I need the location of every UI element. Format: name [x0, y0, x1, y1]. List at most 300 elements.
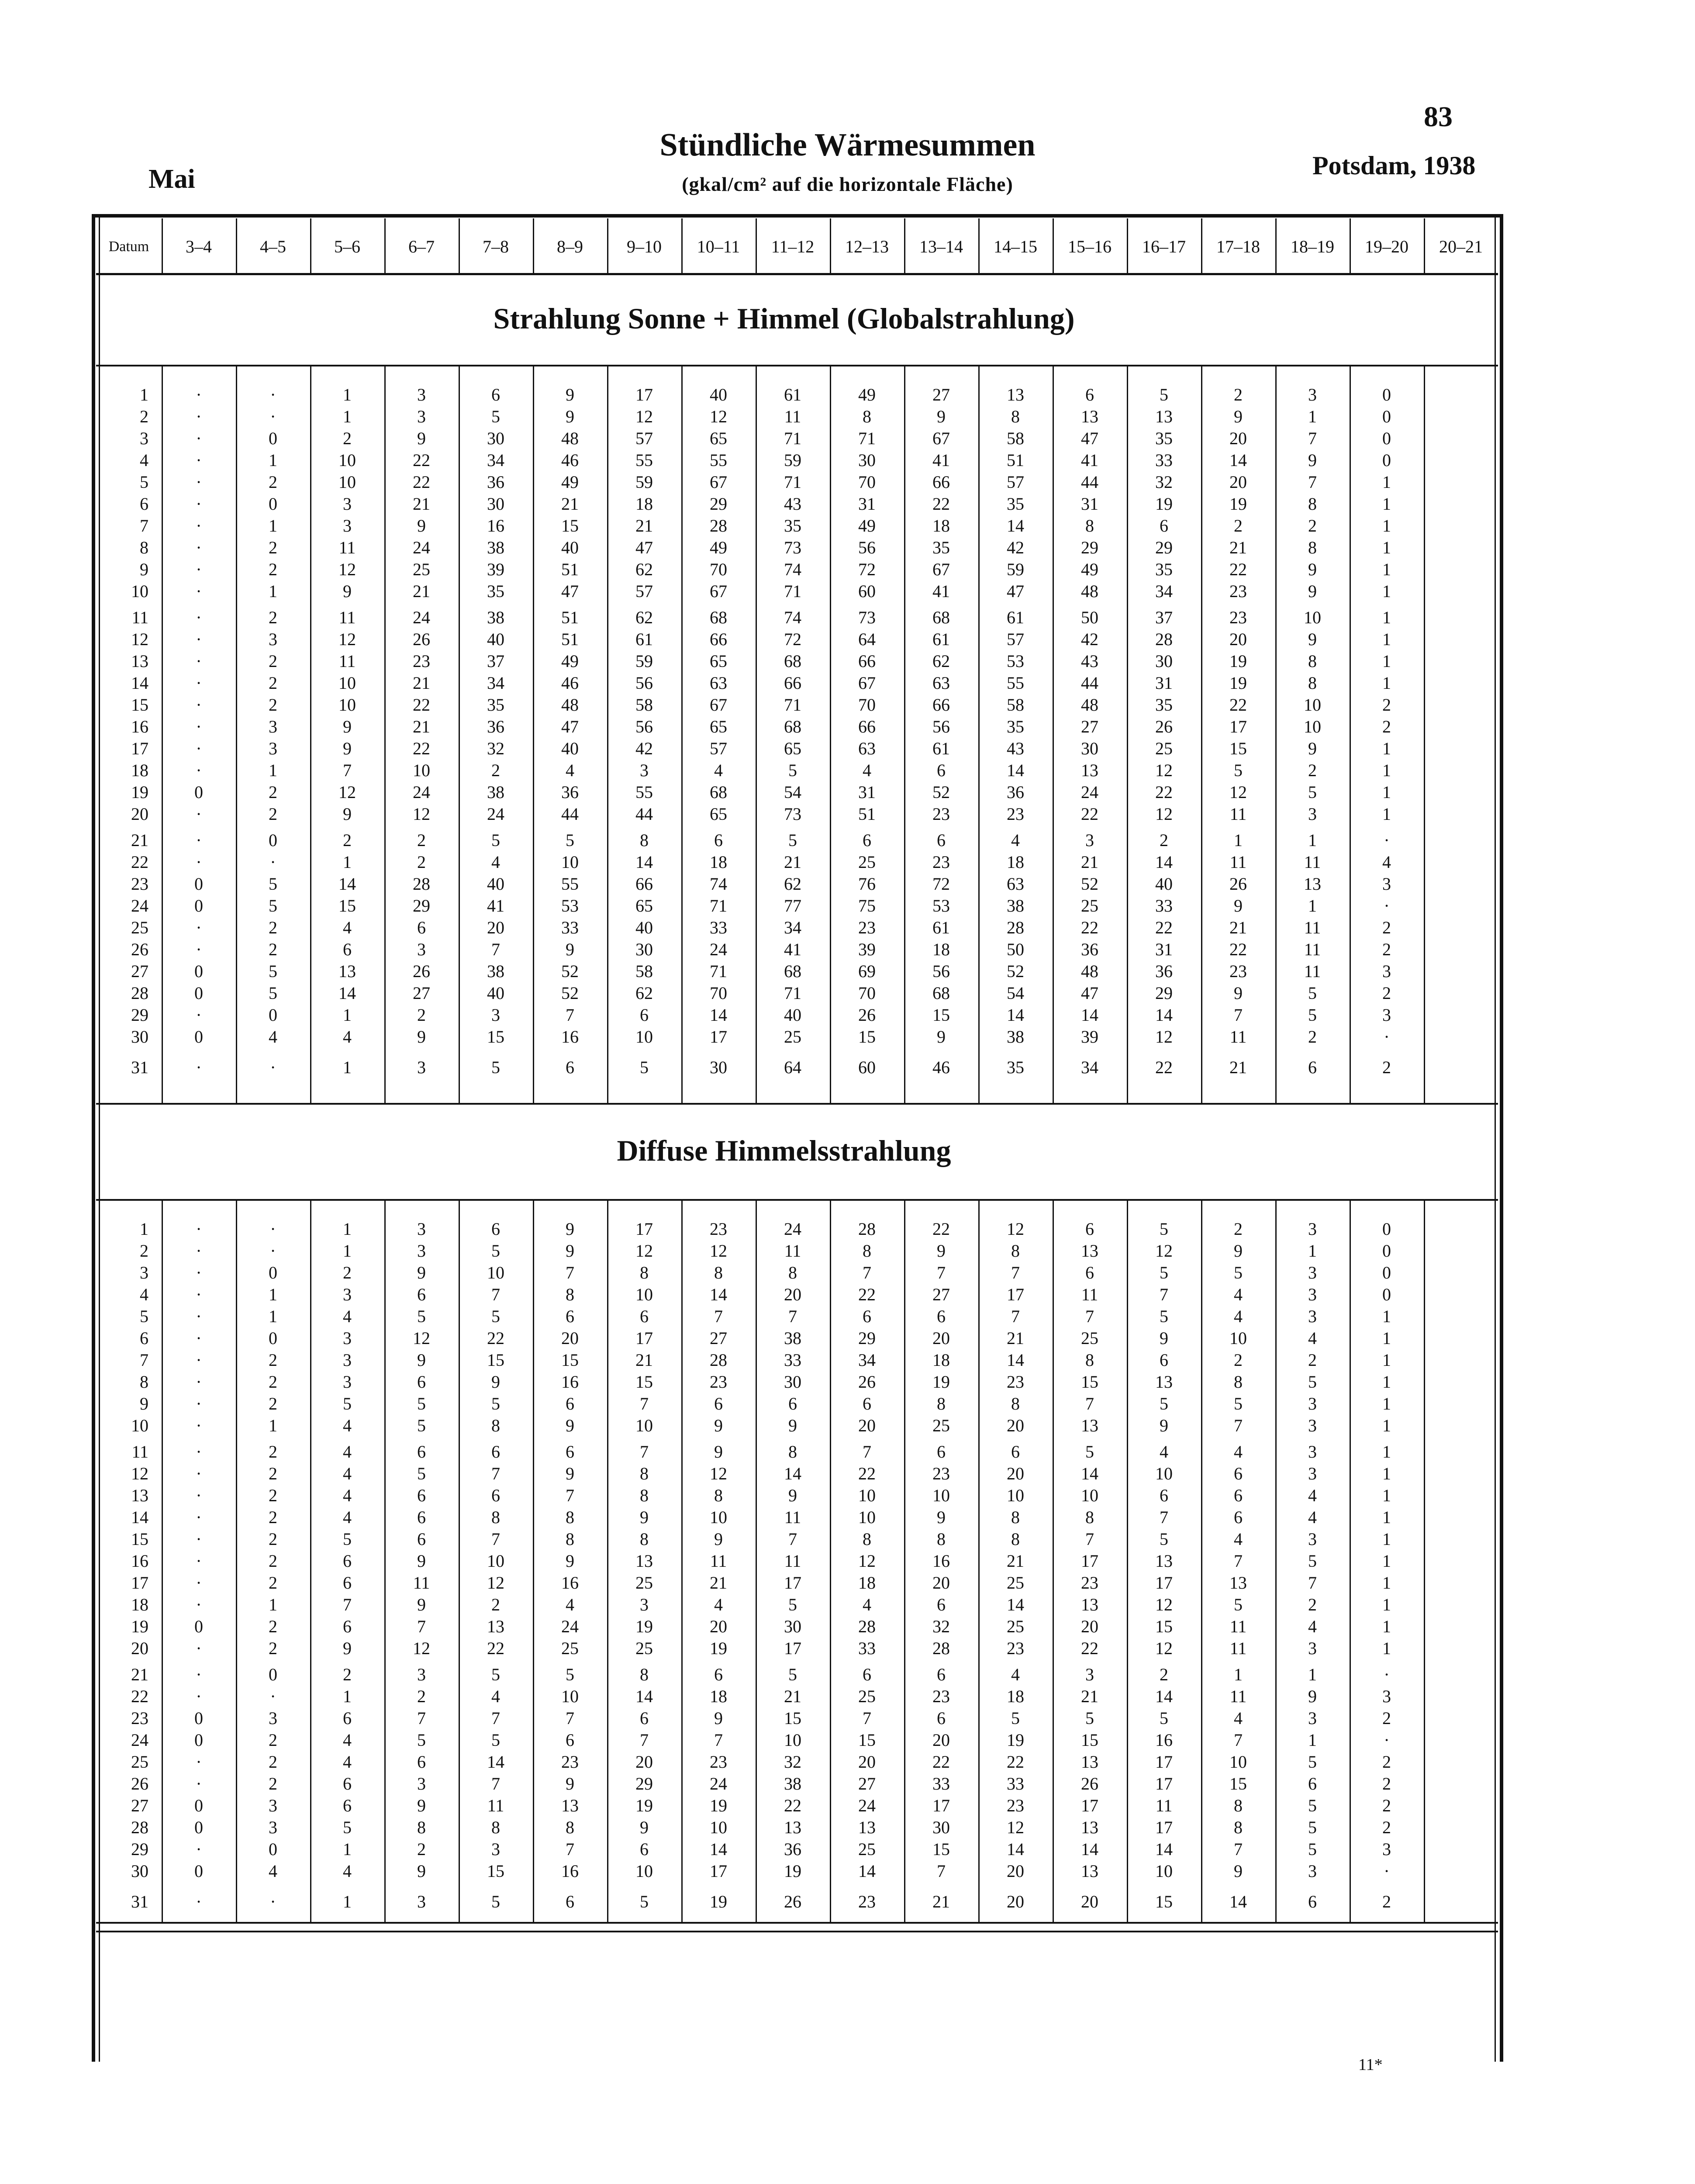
table-cell: 9 [937, 1027, 946, 1047]
table-cell: 3 [1308, 1861, 1317, 1881]
table-cell: 46 [932, 1057, 950, 1077]
table-cell: 3 [417, 1892, 426, 1911]
table-cell: 8 [863, 1241, 871, 1261]
table-cell: 7 [491, 1708, 500, 1728]
table-cell: 5 [1308, 1796, 1317, 1815]
table-cell: 8 [566, 1285, 574, 1304]
table-cell: 40 [784, 1005, 801, 1025]
table-cell: 5 [788, 760, 797, 780]
table-cell: 9 [1234, 407, 1243, 426]
table-cell: 48 [561, 695, 579, 715]
table-cell: 7 [714, 1730, 723, 1750]
table-cell: 10 [1304, 717, 1321, 736]
table-cell: 34 [784, 918, 801, 937]
table-cell: 11 [1229, 804, 1247, 824]
table-cell: 16 [932, 1551, 950, 1571]
table-cell: 6 [1234, 1507, 1243, 1527]
table-cell: 57 [710, 739, 727, 758]
table-cell: 8 [863, 407, 871, 426]
table-cell: 13 [784, 1818, 801, 1837]
table-cell: 0 [1382, 407, 1391, 426]
table-cell: 13 [1081, 1861, 1098, 1881]
table-cell: 38 [487, 538, 504, 557]
table-cell: 25 [635, 1638, 653, 1658]
row-date: 5 [140, 1306, 148, 1326]
table-cell: 23 [413, 651, 430, 671]
table-cell: 7 [1234, 1839, 1243, 1859]
table-cell: 4 [343, 1464, 352, 1483]
place-year: Potsdam, 1938 [1312, 151, 1476, 180]
table-cell: 20 [1007, 1416, 1024, 1435]
row-date: 9 [140, 1394, 148, 1413]
table-cell: 2 [1382, 717, 1391, 736]
column-header: 14–15 [994, 237, 1037, 256]
table-cell: 47 [1081, 429, 1098, 448]
table-cell: 11 [1081, 1285, 1098, 1304]
table-cell: 4 [1234, 1306, 1243, 1326]
table-cell: 22 [487, 1328, 504, 1348]
table-cell: 5 [343, 1394, 352, 1413]
column-header: Datum [108, 238, 149, 255]
table-cell: 5 [640, 1057, 649, 1077]
table-cell: 71 [784, 581, 801, 601]
table-cell: 30 [635, 940, 653, 959]
table-cell: 14 [784, 1464, 801, 1483]
column-header: 15–16 [1068, 237, 1112, 256]
table-cell: 43 [1081, 651, 1098, 671]
table-cell: · [196, 1774, 202, 1794]
table-cell: · [196, 1219, 202, 1239]
table-cell: 3 [1308, 804, 1317, 824]
table-cell: 1 [1308, 407, 1317, 426]
table-cell: 51 [561, 629, 579, 649]
table-cell: 10 [635, 1861, 653, 1881]
row-date: 8 [140, 1372, 148, 1392]
table-cell: 1 [269, 1306, 277, 1326]
table-cell: 19 [1229, 494, 1247, 514]
table-cell: 56 [635, 673, 653, 693]
table-cell: 60 [858, 1057, 876, 1077]
table-cell: 9 [343, 1638, 352, 1658]
table-cell: 2 [1382, 1892, 1391, 1911]
table-cell: 15 [487, 1350, 504, 1370]
table-cell: · [196, 1372, 202, 1392]
table-cell: 28 [413, 874, 430, 894]
table-cell: 12 [1155, 1595, 1173, 1614]
table-cell: 0 [1382, 1285, 1391, 1304]
table-cell: 9 [1308, 629, 1317, 649]
table-cell: 8 [640, 1263, 649, 1282]
table-cell: 1 [269, 1285, 277, 1304]
table-cell: 66 [858, 651, 876, 671]
table-cell: 25 [858, 1686, 876, 1706]
table-cell: 20 [487, 918, 504, 937]
table-cell: 12 [1155, 760, 1173, 780]
table-cell: 40 [635, 918, 653, 937]
table-cell: 63 [710, 673, 727, 693]
table-cell: 12 [413, 1328, 430, 1348]
table-cell: 21 [1229, 918, 1247, 937]
table-cell: 4 [269, 1027, 277, 1047]
row-date: 17 [131, 739, 148, 758]
table-cell: 10 [1304, 695, 1321, 715]
table-cell: 7 [640, 1394, 649, 1413]
table-cell: 61 [1007, 608, 1024, 627]
table-cell: 6 [1085, 385, 1094, 404]
table-cell: 0 [269, 1665, 277, 1684]
column-divider [162, 218, 163, 273]
table-cell: 5 [491, 1241, 500, 1261]
table-cell: 17 [784, 1573, 801, 1593]
table-cell: 47 [561, 581, 579, 601]
table-cell: 17 [710, 1027, 727, 1047]
table-cell: 8 [863, 1529, 871, 1549]
frame-right-inner [1495, 214, 1496, 2062]
table-cell: 0 [1382, 429, 1391, 448]
table-cell: 21 [1229, 538, 1247, 557]
row-date: 25 [131, 1752, 148, 1772]
table-cell: 30 [710, 1057, 727, 1077]
table-cell: 44 [635, 804, 653, 824]
table-cell: 2 [1308, 516, 1317, 536]
table-cell: 65 [710, 651, 727, 671]
table-cell: 5 [491, 1665, 500, 1684]
table-cell: 33 [1155, 896, 1173, 916]
row-date: 30 [131, 1027, 148, 1047]
table-cell: 13 [635, 1551, 653, 1571]
table-cell: 15 [561, 1350, 579, 1370]
table-cell: 18 [1007, 1686, 1024, 1706]
table-cell: 0 [269, 830, 277, 850]
table-cell: 38 [1007, 896, 1024, 916]
table-cell: 6 [566, 1730, 574, 1750]
table-cell: 50 [1081, 608, 1098, 627]
table-cell: 3 [417, 407, 426, 426]
row-date: 19 [131, 1617, 148, 1636]
row-date: 7 [140, 1350, 148, 1370]
table-cell: · [196, 1507, 202, 1527]
table-cell: 49 [561, 651, 579, 671]
table-cell: 1 [1382, 1638, 1391, 1658]
table-cell: 22 [1155, 1057, 1173, 1077]
table-cell: 28 [1155, 629, 1173, 649]
table-cell: 34 [487, 673, 504, 693]
table-cell: 3 [417, 1219, 426, 1239]
table-cell: 38 [487, 782, 504, 802]
table-cell: 10 [338, 695, 356, 715]
table-cell: 4 [1308, 1328, 1317, 1348]
table-cell: 36 [561, 782, 579, 802]
table-cell: 6 [937, 1595, 946, 1614]
table-cell: 17 [1155, 1752, 1173, 1772]
table-cell: 54 [1007, 983, 1024, 1003]
table-cell: 0 [1382, 385, 1391, 404]
table-cell: 22 [932, 1752, 950, 1772]
table-cell: 16 [561, 1027, 579, 1047]
table-cell: 6 [937, 1665, 946, 1684]
table-cell: 16 [561, 1861, 579, 1881]
table-cell: 5 [269, 874, 277, 894]
table-cell: 5 [1308, 1839, 1317, 1859]
table-cell: 14 [338, 983, 356, 1003]
table-cell: 71 [784, 472, 801, 492]
table-cell: 5 [1160, 1263, 1168, 1282]
table-cell: 61 [932, 739, 950, 758]
table-cell: 14 [710, 1005, 727, 1025]
table-cell: 11 [1229, 1638, 1247, 1658]
table-cell: 14 [858, 1861, 876, 1881]
table-cell: 0 [269, 1839, 277, 1859]
table-cell: 5 [1234, 760, 1243, 780]
table-cell: 4 [343, 1416, 352, 1435]
table-cell: 40 [487, 629, 504, 649]
table-cell: 7 [566, 1708, 574, 1728]
table-cell: 14 [1007, 760, 1024, 780]
table-cell: 8 [640, 1529, 649, 1549]
table-cell: 54 [784, 782, 801, 802]
table-cell: 9 [566, 407, 574, 426]
table-cell: 36 [487, 472, 504, 492]
table-cell: 4 [1011, 1665, 1020, 1684]
table-cell: 59 [635, 651, 653, 671]
table-cell: 8 [1308, 673, 1317, 693]
table-cell: 7 [640, 1730, 649, 1750]
table-cell: 53 [561, 896, 579, 916]
table-cell: 67 [932, 429, 950, 448]
table-cell: 65 [710, 717, 727, 736]
table-cell: 22 [1081, 1638, 1098, 1658]
table-cell: 6 [937, 760, 946, 780]
table-cell: 5 [788, 1595, 797, 1614]
table-cell: 3 [269, 629, 277, 649]
table-cell: 8 [1085, 516, 1094, 536]
table-cell: 6 [1308, 1774, 1317, 1794]
table-cell: 24 [1081, 782, 1098, 802]
table-cell: 47 [561, 717, 579, 736]
table-cell: 16 [561, 1372, 579, 1392]
table-cell: · [1384, 1730, 1390, 1750]
table-cell: 6 [491, 1442, 500, 1462]
table-cell: 21 [1007, 1328, 1024, 1348]
table-cell: 65 [635, 896, 653, 916]
table-cell: 62 [635, 608, 653, 627]
table-cell: 6 [566, 1057, 574, 1077]
table-cell: 4 [1160, 1442, 1168, 1462]
table-cell: 22 [1155, 782, 1173, 802]
table-cell: 8 [1085, 1350, 1094, 1370]
table-cell: 15 [1081, 1730, 1098, 1750]
table-cell: · [196, 1442, 202, 1462]
table-cell: 1 [1308, 830, 1317, 850]
table-cell: 68 [932, 608, 950, 627]
table-cell: 35 [1155, 695, 1173, 715]
table-cell: 52 [1007, 961, 1024, 981]
table-cell: 9 [937, 1241, 946, 1261]
table-cell: 9 [566, 385, 574, 404]
table-cell: 4 [1234, 1285, 1243, 1304]
table-cell: 1 [1382, 629, 1391, 649]
table-cell: 66 [635, 874, 653, 894]
table-cell: 31 [858, 494, 876, 514]
table-cell: 8 [1234, 1796, 1243, 1815]
table-cell: 9 [417, 1551, 426, 1571]
table-cell: 26 [858, 1005, 876, 1025]
table-cell: 5 [1234, 1263, 1243, 1282]
table-cell: 17 [1229, 717, 1247, 736]
table-cell: 20 [932, 1328, 950, 1348]
table-cell: 51 [561, 560, 579, 579]
row-date: 3 [140, 1263, 148, 1282]
table-cell: 55 [710, 450, 727, 470]
table-cell: 3 [491, 1005, 500, 1025]
table-cell: 3 [343, 494, 352, 514]
row-date: 22 [131, 852, 148, 872]
table-cell: 6 [1085, 1263, 1094, 1282]
table-cell: 9 [343, 717, 352, 736]
table-cell: 14 [1081, 1464, 1098, 1483]
table-cell: 5 [417, 1416, 426, 1435]
table-cell: 51 [561, 608, 579, 627]
table-cell: 56 [635, 717, 653, 736]
table-cell: 62 [635, 983, 653, 1003]
table-cell: 10 [635, 1416, 653, 1435]
table-cell: 36 [1081, 940, 1098, 959]
table-cell: 2 [491, 1595, 500, 1614]
table-cell: 3 [640, 760, 649, 780]
table-cell: 13 [1081, 1595, 1098, 1614]
table-cell: 22 [413, 450, 430, 470]
table-cell: 2 [1382, 1708, 1391, 1728]
table-cell: 19 [1229, 673, 1247, 693]
table-cell: 8 [1234, 1372, 1243, 1392]
table-cell: 3 [417, 940, 426, 959]
table-cell: 1 [1382, 608, 1391, 627]
table-cell: · [196, 940, 202, 959]
table-cell: 1 [1382, 1372, 1391, 1392]
table-cell: 49 [858, 516, 876, 536]
table-cell: 1 [269, 1595, 277, 1614]
table-cell: 5 [491, 1730, 500, 1750]
table-cell: 20 [1007, 1464, 1024, 1483]
table-cell: 3 [1308, 1708, 1317, 1728]
table-cell: 31 [1155, 673, 1173, 693]
table-cell: 28 [710, 1350, 727, 1370]
table-cell: 14 [1007, 516, 1024, 536]
table-cell: 15 [1081, 1372, 1098, 1392]
row-date: 8 [140, 538, 148, 557]
table-cell: 3 [269, 1708, 277, 1728]
table-cell: · [270, 1686, 276, 1706]
table-cell: 58 [1007, 695, 1024, 715]
table-cell: · [196, 651, 202, 671]
table-cell: 9 [1308, 1686, 1317, 1706]
table-cell: 2 [269, 1551, 277, 1571]
table-cell: 6 [566, 1306, 574, 1326]
table-cell: 20 [784, 1285, 801, 1304]
table-cell: 2 [269, 940, 277, 959]
table-cell: 7 [343, 760, 352, 780]
table-cell: 19 [710, 1638, 727, 1658]
table-cell: 24 [710, 1774, 727, 1794]
table-cell: 5 [1308, 1752, 1317, 1772]
table-cell: 5 [1160, 385, 1168, 404]
table-cell: 48 [1081, 695, 1098, 715]
table-cell: 4 [343, 1507, 352, 1527]
table-cell: 19 [1229, 651, 1247, 671]
table-cell: 7 [1085, 1306, 1094, 1326]
column-header: 10–11 [697, 237, 740, 256]
table-cell: 8 [1011, 1394, 1020, 1413]
table-cell: 35 [932, 538, 950, 557]
table-cell: 3 [417, 1774, 426, 1794]
table-cell: 13 [1081, 760, 1098, 780]
table-cell: 13 [561, 1796, 579, 1815]
table-cell: 22 [487, 1638, 504, 1658]
table-cell: 14 [338, 874, 356, 894]
table-cell: 7 [491, 1529, 500, 1549]
table-cell: 2 [1308, 1350, 1317, 1370]
table-cell: 35 [1007, 494, 1024, 514]
table-cell: 15 [487, 1861, 504, 1881]
table-cell: 5 [1234, 1595, 1243, 1614]
table-cell: 6 [714, 830, 723, 850]
table-cell: · [196, 1285, 202, 1304]
table-cell: 23 [1007, 1796, 1024, 1815]
table-cell: 2 [269, 1486, 277, 1505]
table-cell: 3 [343, 1350, 352, 1370]
table-cell: 7 [1085, 1394, 1094, 1413]
table-cell: 9 [417, 1027, 426, 1047]
row-date: 6 [140, 1328, 148, 1348]
table-cell: 4 [566, 760, 574, 780]
table-cell: 2 [1234, 1350, 1243, 1370]
table-cell: 6 [343, 1796, 352, 1815]
table-cell: 4 [1308, 1617, 1317, 1636]
table-cell: · [196, 1529, 202, 1549]
table-cell: 18 [1007, 852, 1024, 872]
table-cell: 37 [1155, 608, 1173, 627]
table-cell: 9 [1308, 560, 1317, 579]
table-cell: 6 [343, 940, 352, 959]
page-number: 83 [1424, 101, 1453, 133]
column-header: 12–13 [845, 237, 889, 256]
table-cell: 12 [1007, 1219, 1024, 1239]
table-cell: 4 [269, 1861, 277, 1881]
table-cell: 51 [858, 804, 876, 824]
table-cell: 24 [784, 1219, 801, 1239]
table-cell: 6 [417, 1442, 426, 1462]
table-cell: · [196, 516, 202, 536]
table-cell: 20 [1081, 1617, 1098, 1636]
table-cell: 23 [1081, 1573, 1098, 1593]
section-top-rule [96, 365, 1498, 366]
table-cell: 9 [714, 1529, 723, 1549]
table-cell: 30 [784, 1372, 801, 1392]
table-cell: 7 [1011, 1263, 1020, 1282]
table-cell: 5 [269, 983, 277, 1003]
table-cell: 14 [487, 1752, 504, 1772]
table-cell: 7 [1234, 1005, 1243, 1025]
table-cell: 14 [1155, 1839, 1173, 1859]
table-cell: 19 [710, 1892, 727, 1911]
table-cell: 10 [710, 1818, 727, 1837]
table-cell: 17 [1155, 1818, 1173, 1837]
table-cell: 2 [269, 918, 277, 937]
table-cell: 48 [561, 429, 579, 448]
table-cell: 32 [932, 1617, 950, 1636]
table-cell: 10 [635, 1285, 653, 1304]
table-cell: 1 [343, 852, 352, 872]
